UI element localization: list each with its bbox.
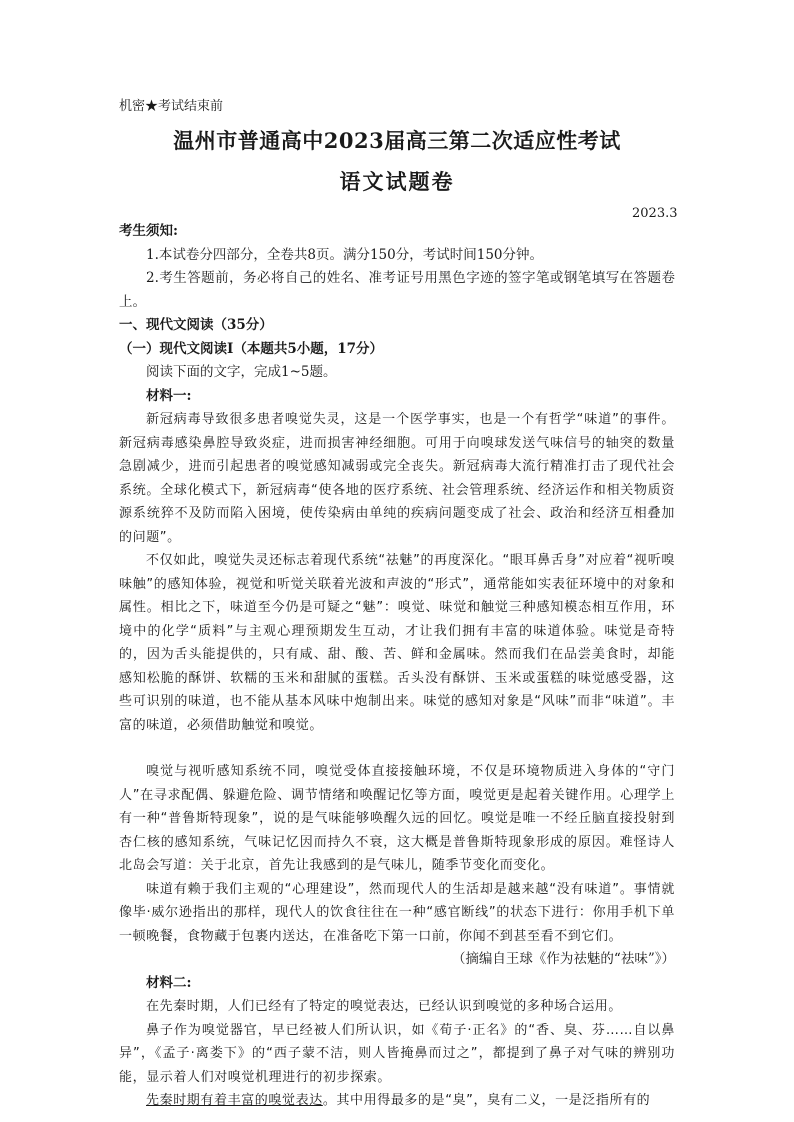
underlined-phrase: 先秦时期有着丰富的嗅觉表达 — [146, 1093, 323, 1108]
exam-date: 2023.3 — [632, 206, 678, 221]
material-paragraph: 在先秦时期，人们已经有了特定的嗅觉表达，已经认识到嗅觉的多种场合运用。 — [146, 999, 623, 1014]
reading-instruction: 阅读下面的文字，完成1~5题。 — [146, 364, 337, 380]
subsection-heading: （一）现代文阅读Ⅰ（本题共5小题，17分） — [119, 340, 383, 357]
exam-title: 温州市普通高中2023届高三第二次适应性考试 — [173, 128, 621, 153]
confidential-mark: 机密★考试结束前 — [119, 99, 224, 114]
material-paragraph: 不仅如此，嗅觉失灵还标志着现代系统“祛魅”的再度深化。“眼耳鼻舌身”对应着“视听嗅味触”的感知体验，视觉和听觉关联着光波和声波的“形式”，通常能如实表征环境中的对象和属性。相比之下，味道至今仍是可疑之“魅”：嗅觉、味觉和触觉三种感知模态相互作用，环境中的化学“质料”与主观心理预期发生互动，才让我们拥有丰富的味道体验。味觉是奇特的，因为舌头能提供的，只有咸、甜、酸、苦、鲜和金属味。然而我们在品尝美食时，却能感知松脆的酥饼、软糯的玉米和甜腻的蛋糕。舌头没有酥饼、玉米或蛋糕的味觉感受器，这些可识别的味道，也不能从基本风味中炮制出来。味觉的感知对象是“风味”而非“味道”。丰富的味道，必须借助触觉和嗅觉。 — [119, 553, 675, 733]
paragraph-gap — [119, 737, 675, 760]
exam-subtitle: 语文试题卷 — [339, 169, 455, 194]
material-two-label: 材料二: — [146, 974, 192, 991]
material-paragraph: 嗅觉与视听感知系统不同，嗅觉受体直接接触环境，不仅是环境物质进入身体的“守门人”在寻求配偶、躲避危险、调节情绪和唤醒记忆等方面，嗅觉更是起着关键作用。心理学上有一种“普鲁斯特现象”，说的是气味能够唤醒久远的回忆。嗅觉是唯一不经丘脑直接投射到杏仁核的感知系统，气味记忆因而持久不衰，这大概是普鲁斯特现象形成的原因。难怪诗人北岛会写道：关于北京，首先让我感到的是气味儿，随季节变化而变化。 — [119, 764, 675, 873]
notice-item: 2.考生答题前，务必将自己的姓名、准考证号用黑色字迹的签字笔或钢笔填写在答题卷上。 — [119, 270, 675, 310]
material-paragraph: 新冠病毒导致很多患者嗅觉失灵，这是一个医学事实，也是一个有哲学“味道”的事件。新冠病毒感染鼻腔导致炎症，进而损害神经细胞。可用于向嗅球发送气味信号的轴突的数量急剧减少，进而引起患者的嗅觉感知减弱或完全丧失。新冠病毒大流行精准打击了现代社会系统。全球化模式下，新冠病毒“使各地的医疗系统、社会管理系统、经济运作和相关物质资源系统猝不及防而陷入困境，使传染病由单纯的疾病问题变成了社会、政治和经济互相叠加的问题”。 — [119, 412, 675, 545]
material-paragraph: 鼻子作为嗅觉器官，早已经被人们所认识，如《荀子·正名》的“香、臭、芬……自以鼻异”，《孟子·离娄下》的“西子蒙不洁，则人皆掩鼻而过之”，都提到了鼻子对气味的辨别功能，显示着人们对嗅觉机理进行的初步探索。 — [119, 1022, 675, 1085]
notice-heading: 考生须知: — [119, 223, 178, 239]
notice-item: 1.本试卷分四部分，全卷共8页。满分150分，考试时间150分钟。 — [146, 246, 544, 263]
material-paragraph: 味道有赖于我们主观的“心理建设”，然而现代人的生活却是越来越“没有味道”。事情就像毕·威尔逊指出的那样，现代人的饮食往往在一种“感官断线”的状态下进行：你用手机下单一顿晚餐，食物藏于包裹内送达，在准备吃下第一口前，你闻不到甚至看不到它们。 — [119, 881, 675, 944]
material-source: （摘编自王球《作为祛魅的“祛味”》） — [451, 951, 675, 967]
section-heading: 一、现代文阅读（35分） — [119, 317, 273, 333]
exam-body — [119, 220, 675, 1113]
material-one-label: 材料一: — [146, 387, 192, 404]
material-paragraph-last — [119, 1089, 675, 1113]
paragraph-text: 。其中用得最多的是“臭”，臭有二义，一是泛指所有的 — [322, 1093, 651, 1108]
